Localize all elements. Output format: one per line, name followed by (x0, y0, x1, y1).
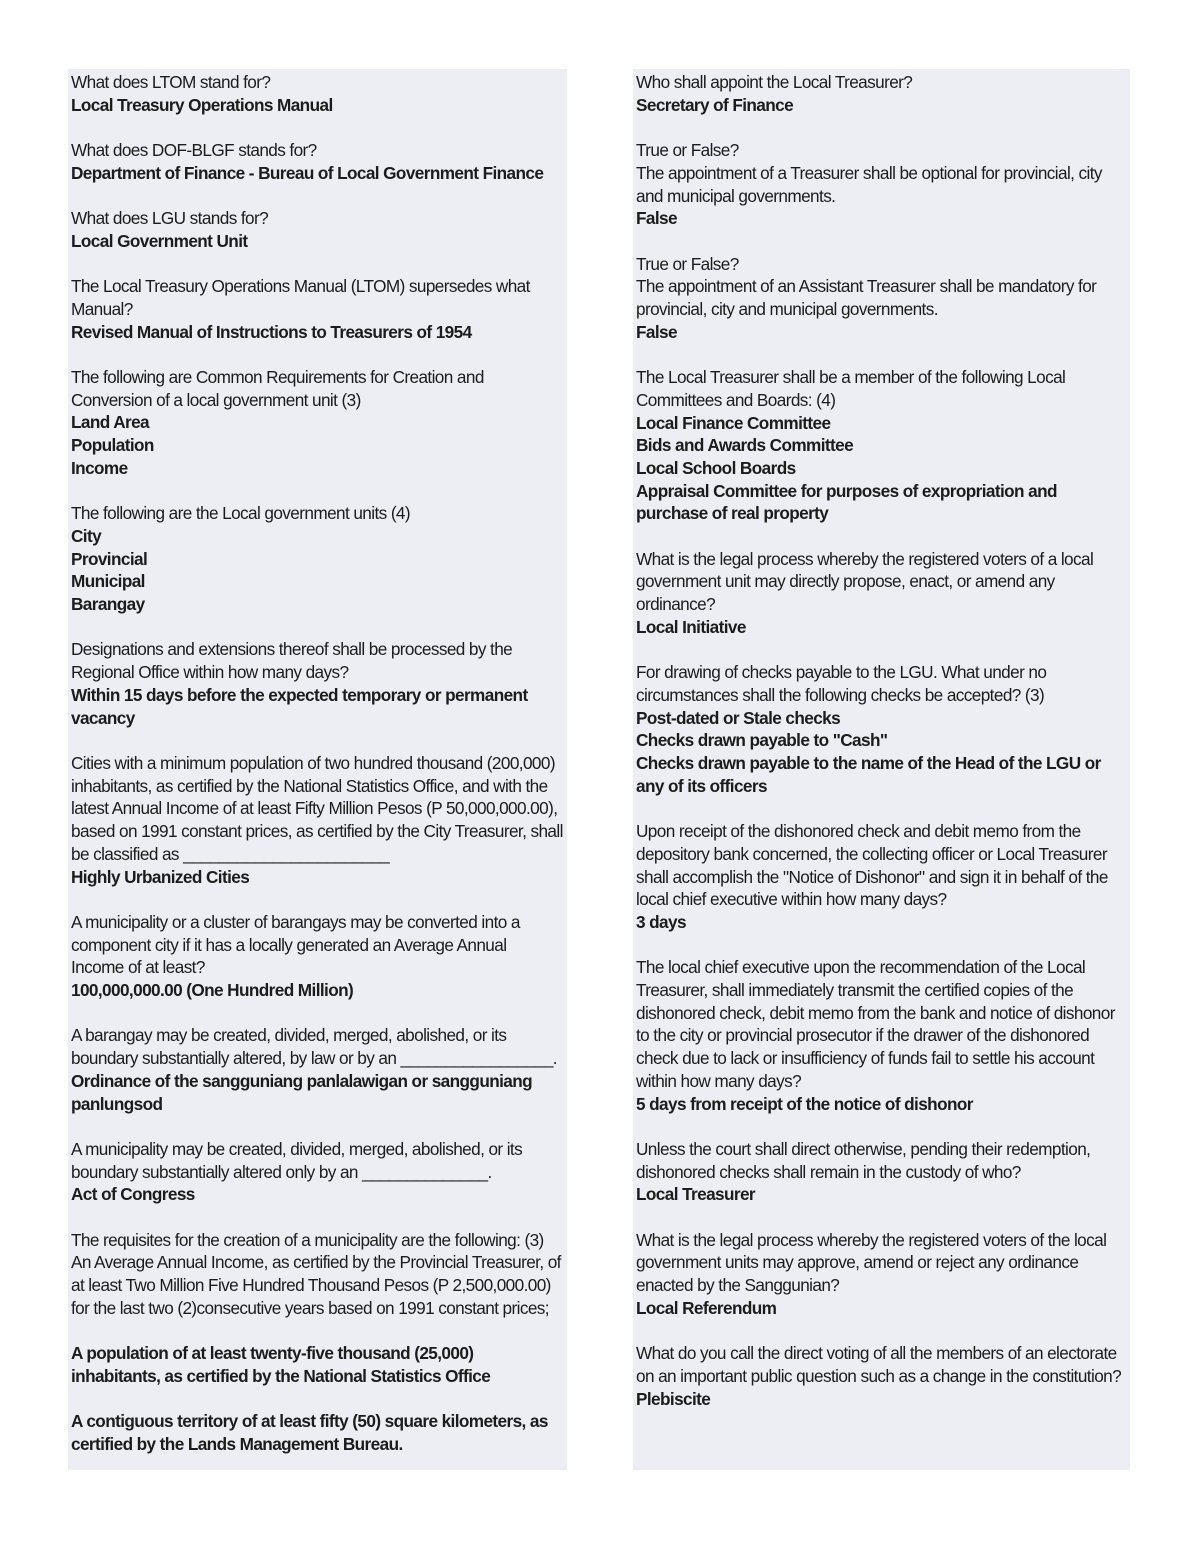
question-text: A barangay may be created, divided, merged, abolished, or its boundary substantially altered, by law or by an _________________. (71, 1025, 557, 1069)
qa-block (636, 139, 1126, 230)
answer-text: Income (71, 457, 128, 478)
qa-block (636, 366, 1126, 525)
question-text: The Local Treasurer shall be a member of the following Local Committees and Boards: (4) (636, 367, 1070, 410)
answer-text: Local Treasury Operations Manual (71, 94, 333, 115)
answer-text: 100,000,000.00 (One Hundred Million) (71, 980, 354, 1000)
qa-block (636, 1229, 1126, 1320)
question-text: What does LGU stands for? (71, 208, 269, 229)
answer-text: Local Initiative (636, 616, 746, 637)
answer-text: Post-dated or Stale checks (636, 707, 841, 728)
question-text: Designations and extensions thereof shall be processed by the Regional Office within how many days? (71, 639, 517, 683)
question-text: What do you call the direct voting of all the members of an electorate on an important public question such as a change in the constitution? (636, 1343, 1122, 1386)
answer-text: Revised Manual of Instructions to Treasurers of 1954 (71, 321, 472, 342)
answer-text: Appraisal Committee for purposes of expropriation and purchase of real property (636, 480, 1062, 524)
qa-block (636, 71, 1126, 116)
question-text: The requisites for the creation of a municipality are the following: (3) (71, 1229, 544, 1250)
question-text: A municipality or a cluster of barangays may be converted into a component city if it has a locally generated an Average Annual Income of at least? (71, 911, 525, 978)
question-text: For drawing of checks payable to the LGU. What under no circumstances shall the following checks be accepted? (3) (636, 662, 1051, 705)
qa-block (636, 661, 1126, 797)
answer-text: False (636, 208, 677, 229)
answer-text: False (636, 321, 677, 342)
question-text: True or False? The appointment of an Assistant Treasurer shall be mandatory for provincial, city and municipal governments. (636, 253, 1097, 319)
qa-block (636, 956, 1126, 1115)
answer-text: Bids and Awards Committee (636, 435, 854, 456)
answer-text: Provincial (71, 548, 148, 569)
qa-block (636, 548, 1126, 639)
qa-block (71, 638, 563, 729)
answer-text: Plebiscite (636, 1388, 711, 1409)
question-text: The following are Common Requirements for Creation and Conversion of a local government unit (3) (71, 367, 488, 410)
answer-text: Checks drawn payable to "Cash" (636, 730, 888, 751)
question-text: What is the legal process whereby the registered voters of a local government unit may directly propose, enact, or amend any ordinance? (636, 548, 1098, 615)
question-text: A municipality may be created, divided, merged, abolished, or its boundary substantially altered only by an ______________. (71, 1138, 527, 1182)
answer-text: A contiguous territory of at least fifty (50) square kilometers, as certified by the Lands Management Bureau. (71, 1411, 553, 1454)
note-text: An Average Annual Income, as certified by the Provincial Treasurer, of at least Two Million Five Hundred Thousand Pesos (P 2,500,000.00) for the last two (2)consecutive years based on 1991 constant prices; (71, 1252, 566, 1318)
answer-text: Local Finance Committee (636, 412, 831, 433)
question-text: What does LTOM stand for? (71, 72, 271, 92)
qa-block (71, 207, 563, 252)
answer-text: Local Treasurer (636, 1184, 756, 1205)
answer-text: Local Referendum (636, 1297, 777, 1318)
answer-text: Population (71, 435, 154, 456)
qa-block (71, 71, 563, 116)
answer-text: Within 15 days before the expected temporary or permanent vacancy (71, 684, 532, 728)
answer-text: Highly Urbanized Cities (71, 866, 250, 887)
qa-block (71, 1138, 563, 1206)
answer-text: Barangay (71, 594, 145, 615)
answer-text: Secretary of Finance (636, 94, 794, 115)
question-text: What does DOF-BLGF stands for? (71, 140, 317, 161)
left-column (68, 69, 567, 1470)
question-text: The Local Treasury Operations Manual (LTOM) supersedes what Manual? (71, 276, 534, 319)
answer-text: A population of at least twenty-five thousand (25,000) inhabitants, as certified by the National Statistics Office (71, 1343, 491, 1386)
answer-text: Checks drawn payable to the name of the Head of the LGU or any of its officers (636, 753, 1105, 796)
question-text: The following are the Local government units (4) (71, 503, 411, 524)
qa-block (636, 1138, 1126, 1206)
answer-text: 5 days from receipt of the notice of dishonor (636, 1093, 973, 1114)
answer-text: Act of Congress (71, 1184, 195, 1205)
qa-block (71, 1342, 563, 1387)
qa-block (71, 139, 563, 184)
qa-block (636, 1342, 1126, 1410)
question-text: True or False? The appointment of a Treasurer shall be optional for provincial, city and municipal governments. (636, 140, 1102, 206)
question-text: Cities with a minimum population of two hundred thousand (200,000) inhabitants, as certified by the National Statistics Office, and with the latest Annual Income of at least Fifty Million Pesos (P 50,000,000.00), based on 1991 constant prices, as certified by the City Treasurer, shall be classified as _______________________ (71, 752, 567, 864)
qa-block (71, 1410, 563, 1455)
question-text: Upon receipt of the dishonored check and debit memo from the depository bank concerned, the collecting officer or Local Treasurer shall accomplish the "Notice of Dishonor" and sign it in behalf of the local chief executive within how many days? (636, 821, 1112, 910)
question-text: Who shall appoint the Local Treasurer? (636, 72, 913, 92)
answer-text: Ordinance of the sangguniang panlalawigan or sangguniang panlungsod (71, 1070, 537, 1114)
qa-block (71, 911, 563, 1002)
qa-block (71, 502, 563, 616)
answer-text: Municipal (71, 571, 145, 592)
qa-block (71, 752, 567, 888)
answer-text: 3 days (636, 911, 686, 932)
qa-block (636, 253, 1126, 344)
answer-text: Land Area (71, 412, 150, 433)
answer-text: City (71, 525, 102, 546)
answer-text: Department of Finance - Bureau of Local Government Finance (71, 162, 544, 183)
answer-text: Local School Boards (636, 457, 796, 478)
qa-block (71, 366, 563, 480)
question-text: Unless the court shall direct otherwise, pending their redemption, dishonored checks shall remain in the custody of who? (636, 1138, 1095, 1182)
qa-block (71, 275, 563, 343)
qa-block (636, 820, 1126, 934)
question-text: What is the legal process whereby the registered voters of the local government units may approve, amend or reject any ordinance enacted by the Sanggunian? (636, 1229, 1111, 1296)
right-column (633, 69, 1130, 1470)
answer-text: Local Government Unit (71, 230, 248, 251)
question-text: The local chief executive upon the recommendation of the Local Treasurer, shall immediately transmit the certified copies of the dishonored check, debit memo from the bank and notice of dishonor to the city or provincial prosecutor if the drawer of the dishonored check due to lack or insufficiency of funds fail to settle his account within how many days? (636, 957, 1120, 1091)
qa-block (71, 1229, 566, 1320)
qa-block (71, 1024, 563, 1115)
